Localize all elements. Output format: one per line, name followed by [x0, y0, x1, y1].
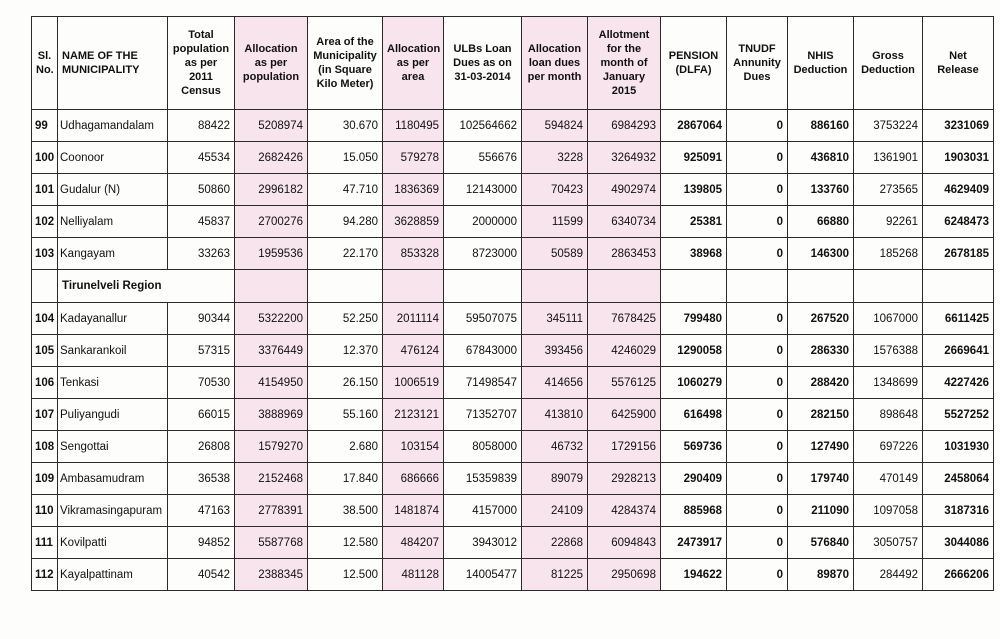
cell-alloc-pop: 1959536 [235, 238, 308, 270]
cell-allot: 4246029 [588, 335, 661, 367]
header-nhis: NHIS Deduction [788, 17, 854, 110]
cell-allot: 6984293 [588, 110, 661, 142]
cell-loan: 8058000 [444, 431, 522, 463]
cell-alloc-pop: 1579270 [235, 431, 308, 463]
cell-area: 12.370 [308, 335, 383, 367]
cell-loan: 102564662 [444, 110, 522, 142]
table-row [32, 303, 994, 335]
cell-loan: 15359839 [444, 463, 522, 495]
cell-alloc-loan: 22868 [522, 527, 588, 559]
cell-nhis: 127490 [788, 431, 854, 463]
cell-name: Ambasamudram [58, 463, 168, 495]
cell-allot: 2863453 [588, 238, 661, 270]
cell-allot: 2950698 [588, 559, 661, 591]
cell-alloc-loan: 46732 [522, 431, 588, 463]
cell-pension: 616498 [661, 399, 727, 431]
cell-alloc-area: 853328 [383, 238, 444, 270]
cell-pop: 90344 [168, 303, 235, 335]
cell-tnudf: 0 [727, 142, 788, 174]
table-row [32, 110, 994, 142]
table-row [32, 367, 994, 399]
cell-nhis: 146300 [788, 238, 854, 270]
cell-nhis: 286330 [788, 335, 854, 367]
cell-loan: 59507075 [444, 303, 522, 335]
cell-net: 5527252 [923, 399, 994, 431]
cell-tnudf: 0 [727, 238, 788, 270]
cell-allot: 3264932 [588, 142, 661, 174]
header-area: Area of the Municipality (in Square Kilo Meter) [308, 17, 383, 110]
cell-pension: 569736 [661, 431, 727, 463]
cell-alloc-area: 2011114 [383, 303, 444, 335]
allocation-table [31, 16, 994, 591]
cell-tnudf: 0 [727, 303, 788, 335]
cell-alloc-loan: 413810 [522, 399, 588, 431]
cell-loan: 67843000 [444, 335, 522, 367]
cell-area: 52.250 [308, 303, 383, 335]
cell-sl: 100 [32, 142, 58, 174]
cell-sl: 107 [32, 399, 58, 431]
cell-pop: 88422 [168, 110, 235, 142]
cell-alloc-pop: 3888969 [235, 399, 308, 431]
cell-alloc-pop: 5587768 [235, 527, 308, 559]
cell-nhis: 288420 [788, 367, 854, 399]
cell-name: Udhagamandalam [58, 110, 168, 142]
cell-gross: 273565 [854, 174, 923, 206]
table-row [32, 335, 994, 367]
cell-pop: 40542 [168, 559, 235, 591]
cell-nhis: 89870 [788, 559, 854, 591]
cell-pension: 2867064 [661, 110, 727, 142]
cell-name: Sengottai [58, 431, 168, 463]
header-sl-no: Sl. No. [32, 17, 58, 110]
cell-tnudf: 0 [727, 527, 788, 559]
cell-tnudf: 0 [727, 431, 788, 463]
cell-loan: 3943012 [444, 527, 522, 559]
table-row [32, 174, 994, 206]
cell-alloc-pop: 5322200 [235, 303, 308, 335]
cell-alloc-area: 1180495 [383, 110, 444, 142]
cell-alloc-pop: 2388345 [235, 559, 308, 591]
header-total-population: Total population as per 2011 Census [168, 17, 235, 110]
table-row [32, 399, 994, 431]
cell-nhis: 179740 [788, 463, 854, 495]
cell-nhis: 886160 [788, 110, 854, 142]
header-allocation-area: Allocation as per area [383, 17, 444, 110]
cell-nhis: 282150 [788, 399, 854, 431]
cell-pension: 139805 [661, 174, 727, 206]
cell-nhis: 211090 [788, 495, 854, 527]
cell-alloc-loan: 393456 [522, 335, 588, 367]
cell-alloc-loan: 414656 [522, 367, 588, 399]
cell-gross: 1348699 [854, 367, 923, 399]
cell-pension: 2473917 [661, 527, 727, 559]
header-pension: PENSION (DLFA) [661, 17, 727, 110]
cell-sl: 109 [32, 463, 58, 495]
cell-alloc-pop: 3376449 [235, 335, 308, 367]
cell-allot: 6094843 [588, 527, 661, 559]
region-empty-cell [235, 270, 308, 303]
cell-tnudf: 0 [727, 174, 788, 206]
cell-name: Kangayam [58, 238, 168, 270]
cell-gross: 3753224 [854, 110, 923, 142]
header-gross-deduction: Gross Deduction [854, 17, 923, 110]
table-row [32, 495, 994, 527]
cell-nhis: 436810 [788, 142, 854, 174]
cell-gross: 3050757 [854, 527, 923, 559]
cell-net: 3044086 [923, 527, 994, 559]
cell-name: Coonoor [58, 142, 168, 174]
header-net-release: Net Release [923, 17, 994, 110]
cell-net: 2678185 [923, 238, 994, 270]
cell-sl: 104 [32, 303, 58, 335]
cell-name: Tenkasi [58, 367, 168, 399]
cell-loan: 2000000 [444, 206, 522, 238]
table-row [32, 463, 994, 495]
cell-alloc-loan: 81225 [522, 559, 588, 591]
cell-alloc-area: 481128 [383, 559, 444, 591]
cell-loan: 14005477 [444, 559, 522, 591]
cell-area: 22.170 [308, 238, 383, 270]
cell-alloc-area: 476124 [383, 335, 444, 367]
cell-alloc-loan: 70423 [522, 174, 588, 206]
table-row [32, 527, 994, 559]
cell-area: 94.280 [308, 206, 383, 238]
cell-sl: 103 [32, 238, 58, 270]
cell-loan: 71352707 [444, 399, 522, 431]
cell-net: 4227426 [923, 367, 994, 399]
cell-alloc-area: 1481874 [383, 495, 444, 527]
cell-allot: 7678425 [588, 303, 661, 335]
cell-alloc-area: 484207 [383, 527, 444, 559]
table-row [32, 431, 994, 463]
cell-allot: 4902974 [588, 174, 661, 206]
cell-nhis: 66880 [788, 206, 854, 238]
cell-alloc-loan: 3228 [522, 142, 588, 174]
cell-tnudf: 0 [727, 110, 788, 142]
region-empty-cell [727, 270, 788, 303]
cell-allot: 4284374 [588, 495, 661, 527]
cell-loan: 556676 [444, 142, 522, 174]
cell-pension: 799480 [661, 303, 727, 335]
cell-alloc-area: 2123121 [383, 399, 444, 431]
cell-nhis: 267520 [788, 303, 854, 335]
cell-pop: 66015 [168, 399, 235, 431]
cell-pop: 57315 [168, 335, 235, 367]
cell-alloc-area: 103154 [383, 431, 444, 463]
cell-gross: 898648 [854, 399, 923, 431]
cell-alloc-pop: 5208974 [235, 110, 308, 142]
cell-name: Kayalpattinam [58, 559, 168, 591]
cell-alloc-pop: 2152468 [235, 463, 308, 495]
cell-pension: 38968 [661, 238, 727, 270]
cell-area: 26.150 [308, 367, 383, 399]
cell-allot: 6340734 [588, 206, 661, 238]
cell-pension: 925091 [661, 142, 727, 174]
cell-pop: 26808 [168, 431, 235, 463]
cell-area: 47.710 [308, 174, 383, 206]
cell-net: 3187316 [923, 495, 994, 527]
cell-tnudf: 0 [727, 206, 788, 238]
region-empty-cell [854, 270, 923, 303]
cell-area: 12.500 [308, 559, 383, 591]
cell-sl: 112 [32, 559, 58, 591]
cell-alloc-pop: 4154950 [235, 367, 308, 399]
cell-allot: 6425900 [588, 399, 661, 431]
cell-gross: 470149 [854, 463, 923, 495]
cell-sl: 108 [32, 431, 58, 463]
cell-net: 3231069 [923, 110, 994, 142]
region-empty-cell [661, 270, 727, 303]
cell-alloc-pop: 2682426 [235, 142, 308, 174]
table-row [32, 238, 994, 270]
region-empty-cell [923, 270, 994, 303]
cell-alloc-pop: 2700276 [235, 206, 308, 238]
cell-name: Kovilpatti [58, 527, 168, 559]
cell-gross: 1576388 [854, 335, 923, 367]
cell-tnudf: 0 [727, 559, 788, 591]
cell-gross: 1361901 [854, 142, 923, 174]
cell-area: 30.670 [308, 110, 383, 142]
cell-name: Puliyangudi [58, 399, 168, 431]
cell-alloc-area: 1006519 [383, 367, 444, 399]
region-empty-cell [788, 270, 854, 303]
cell-pension: 1290058 [661, 335, 727, 367]
cell-area: 2.680 [308, 431, 383, 463]
cell-alloc-loan: 50589 [522, 238, 588, 270]
cell-tnudf: 0 [727, 463, 788, 495]
table-row [32, 559, 994, 591]
cell-name: Nelliyalam [58, 206, 168, 238]
cell-tnudf: 0 [727, 399, 788, 431]
cell-area: 55.160 [308, 399, 383, 431]
cell-pop: 33263 [168, 238, 235, 270]
cell-alloc-loan: 89079 [522, 463, 588, 495]
cell-name: Vikramasingapuram [58, 495, 168, 527]
header-loan-dues: ULBs Loan Dues as on 31-03-2014 [444, 17, 522, 110]
cell-gross: 1067000 [854, 303, 923, 335]
region-name: Tirunelveli Region [58, 270, 235, 303]
cell-pension: 194622 [661, 559, 727, 591]
cell-alloc-area: 3628859 [383, 206, 444, 238]
cell-loan: 4157000 [444, 495, 522, 527]
region-empty-cell [444, 270, 522, 303]
cell-loan: 12143000 [444, 174, 522, 206]
region-empty-cell [588, 270, 661, 303]
table-header [32, 17, 994, 110]
header-allotment-january: Allotment for the month of January 2015 [588, 17, 661, 110]
cell-loan: 8723000 [444, 238, 522, 270]
cell-alloc-loan: 345111 [522, 303, 588, 335]
cell-net: 4629409 [923, 174, 994, 206]
cell-alloc-loan: 594824 [522, 110, 588, 142]
table-body [32, 110, 994, 591]
header-tnudf: TNUDF Annunity Dues [727, 17, 788, 110]
cell-alloc-loan: 24109 [522, 495, 588, 527]
header-allocation-loan-dues: Allocation loan dues per month [522, 17, 588, 110]
region-empty-cell [383, 270, 444, 303]
cell-loan: 71498547 [444, 367, 522, 399]
cell-nhis: 576840 [788, 527, 854, 559]
table-row [32, 206, 994, 238]
cell-pop: 36538 [168, 463, 235, 495]
cell-tnudf: 0 [727, 335, 788, 367]
cell-pension: 885968 [661, 495, 727, 527]
cell-alloc-pop: 2778391 [235, 495, 308, 527]
cell-area: 15.050 [308, 142, 383, 174]
cell-gross: 185268 [854, 238, 923, 270]
cell-area: 12.580 [308, 527, 383, 559]
cell-sl: 102 [32, 206, 58, 238]
cell-net: 2669641 [923, 335, 994, 367]
cell-gross: 697226 [854, 431, 923, 463]
cell-sl: 105 [32, 335, 58, 367]
cell-net: 2666206 [923, 559, 994, 591]
cell-alloc-area: 579278 [383, 142, 444, 174]
cell-pop: 47163 [168, 495, 235, 527]
region-empty-cell [308, 270, 383, 303]
cell-pop: 45837 [168, 206, 235, 238]
region-empty-cell [32, 270, 58, 303]
cell-nhis: 133760 [788, 174, 854, 206]
cell-pop: 45534 [168, 142, 235, 174]
region-row [32, 270, 994, 303]
cell-alloc-area: 1836369 [383, 174, 444, 206]
cell-net: 1903031 [923, 142, 994, 174]
cell-sl: 110 [32, 495, 58, 527]
cell-name: Kadayanallur [58, 303, 168, 335]
cell-name: Sankarankoil [58, 335, 168, 367]
cell-net: 6248473 [923, 206, 994, 238]
cell-alloc-area: 686666 [383, 463, 444, 495]
cell-net: 6611425 [923, 303, 994, 335]
cell-net: 2458064 [923, 463, 994, 495]
table-row [32, 142, 994, 174]
cell-alloc-pop: 2996182 [235, 174, 308, 206]
cell-pension: 1060279 [661, 367, 727, 399]
cell-area: 38.500 [308, 495, 383, 527]
cell-sl: 99 [32, 110, 58, 142]
cell-gross: 284492 [854, 559, 923, 591]
cell-tnudf: 0 [727, 367, 788, 399]
cell-net: 1031930 [923, 431, 994, 463]
header-municipality-name: NAME OF THE MUNICIPALITY [58, 17, 168, 110]
cell-allot: 2928213 [588, 463, 661, 495]
cell-sl: 101 [32, 174, 58, 206]
cell-pension: 25381 [661, 206, 727, 238]
cell-sl: 111 [32, 527, 58, 559]
cell-gross: 92261 [854, 206, 923, 238]
cell-pop: 50860 [168, 174, 235, 206]
cell-pop: 94852 [168, 527, 235, 559]
cell-gross: 1097058 [854, 495, 923, 527]
cell-area: 17.840 [308, 463, 383, 495]
cell-tnudf: 0 [727, 495, 788, 527]
cell-name: Gudalur (N) [58, 174, 168, 206]
region-empty-cell [522, 270, 588, 303]
cell-alloc-loan: 11599 [522, 206, 588, 238]
header-allocation-population: Allocation as per population [235, 17, 308, 110]
cell-allot: 1729156 [588, 431, 661, 463]
cell-sl: 106 [32, 367, 58, 399]
cell-allot: 5576125 [588, 367, 661, 399]
cell-pension: 290409 [661, 463, 727, 495]
cell-pop: 70530 [168, 367, 235, 399]
